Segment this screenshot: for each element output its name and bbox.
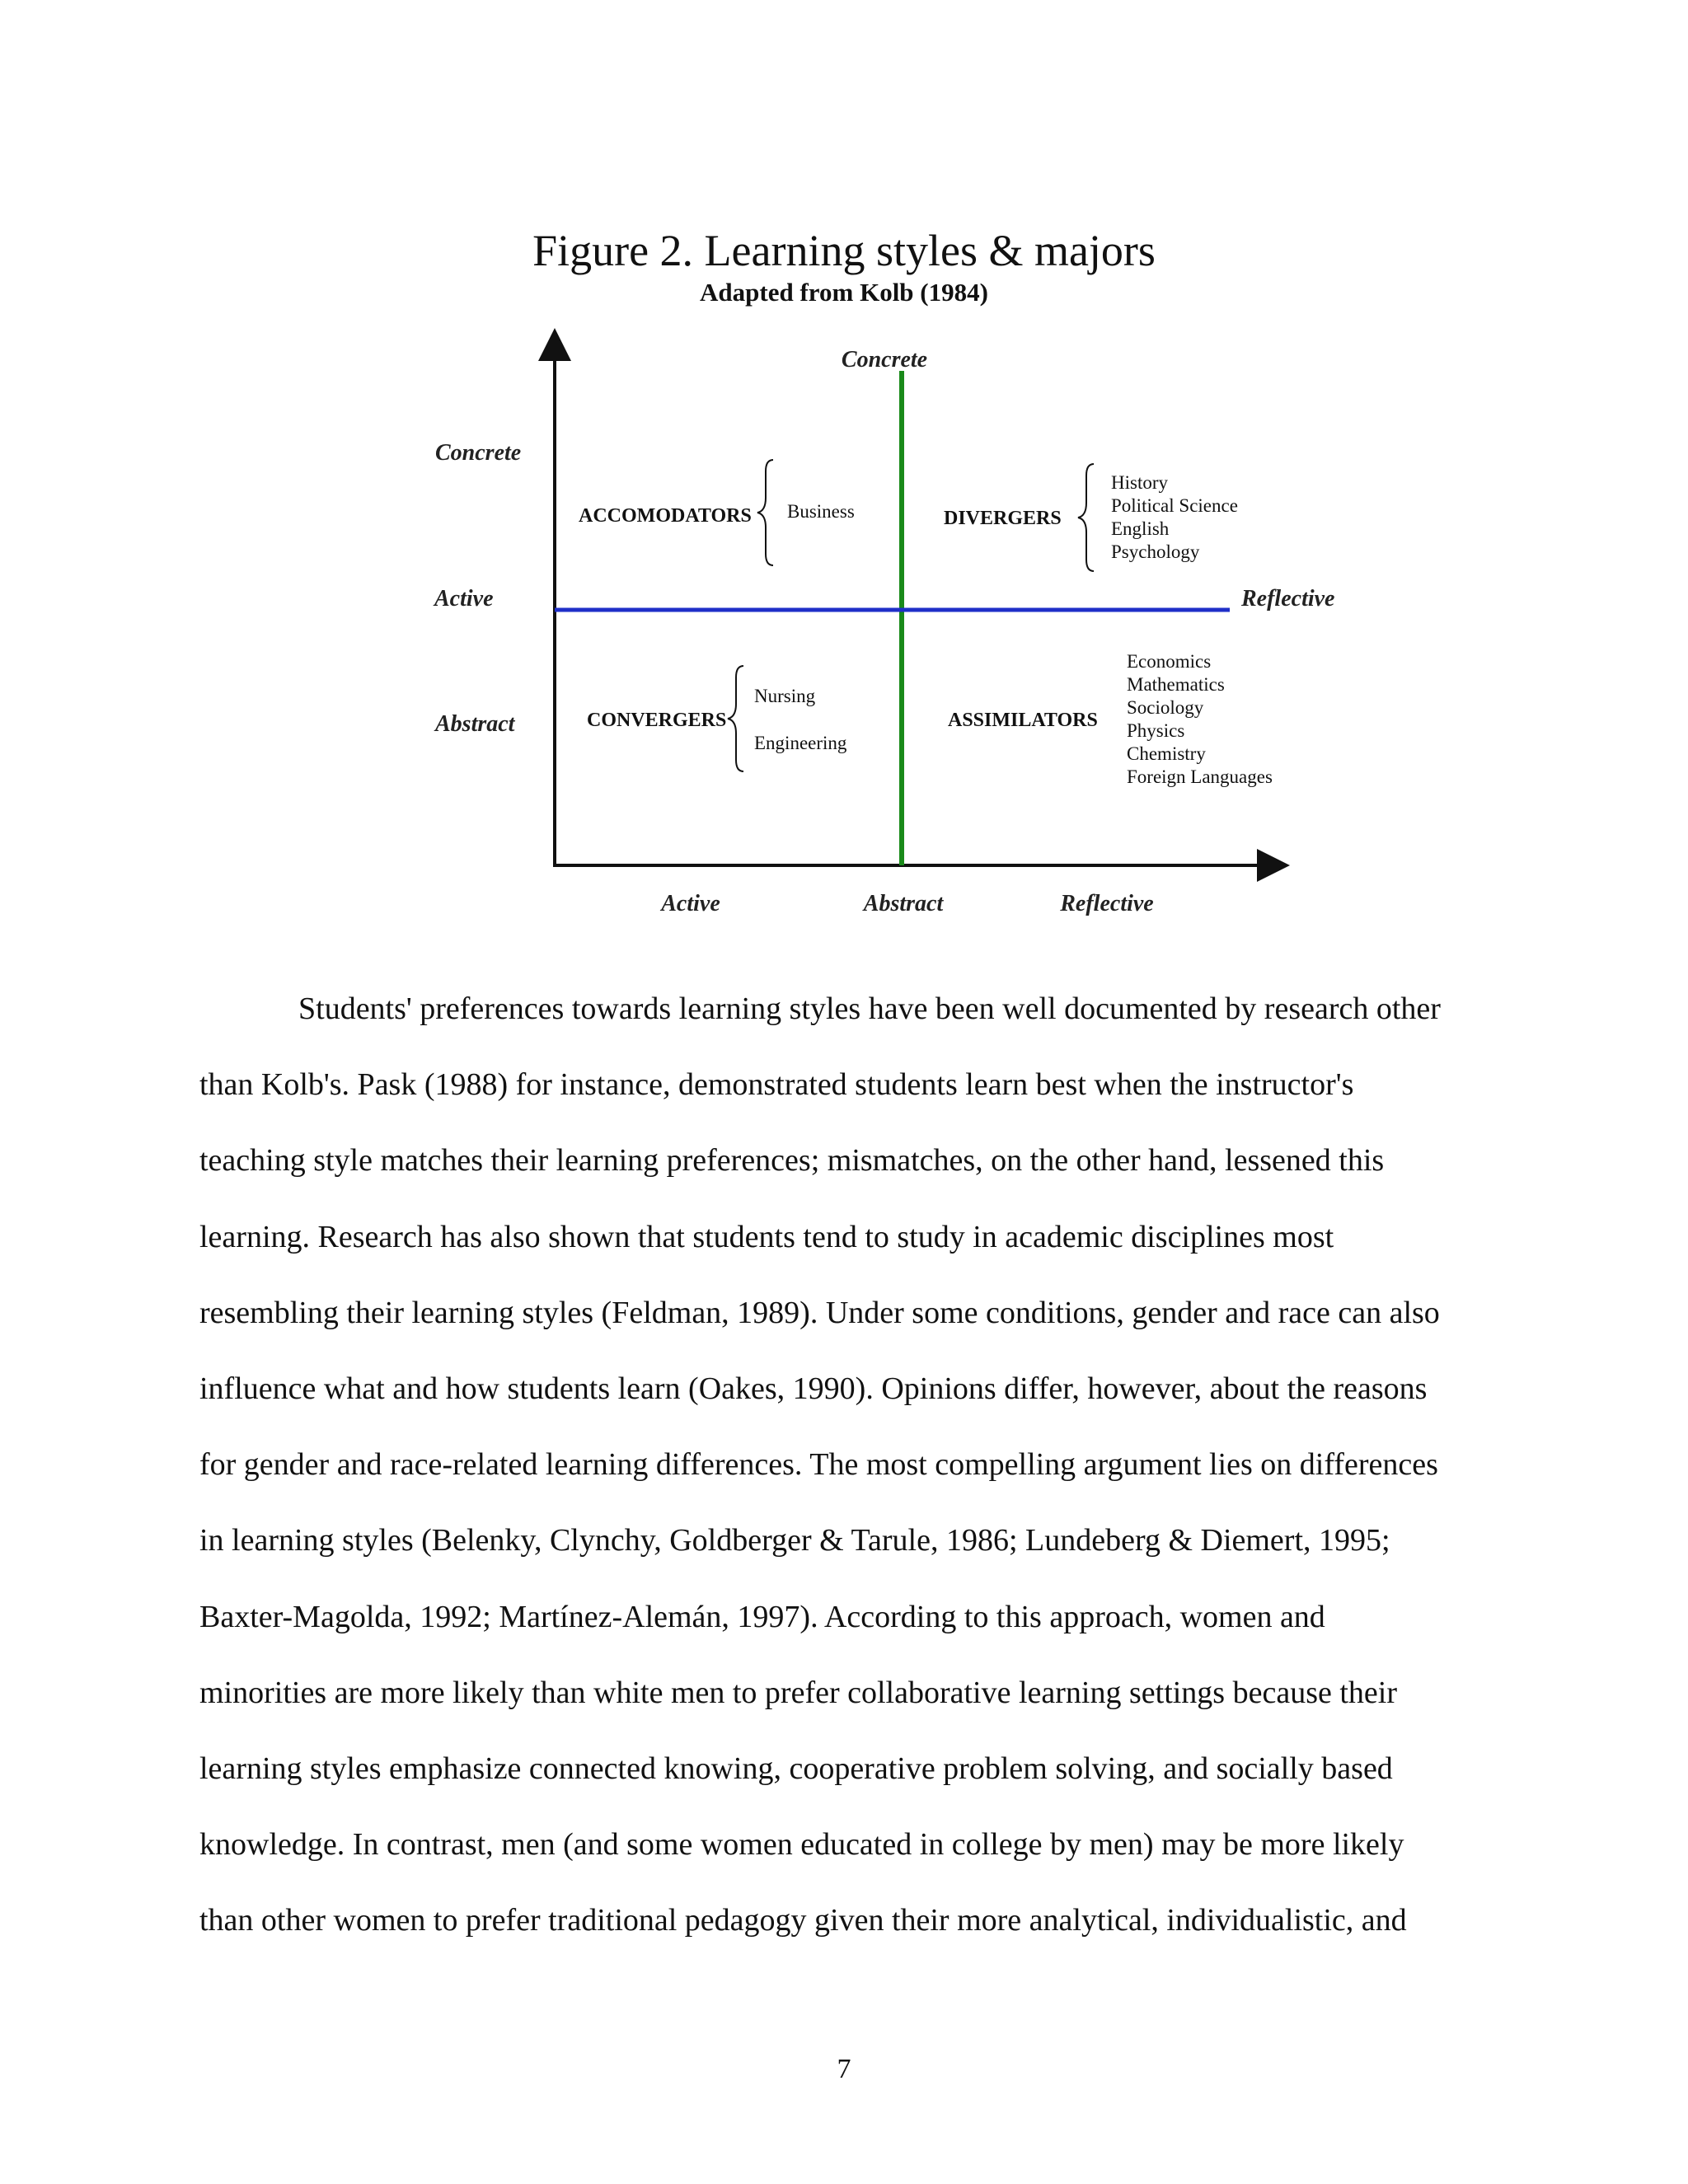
- brace-divergers: [1078, 464, 1094, 571]
- major-economics: Economics: [1127, 651, 1212, 672]
- axis-label-left-abstract: Abstract: [435, 711, 515, 737]
- paragraph-line: Baxter-Magolda, 1992; Martínez-Alemán, 1997). According to this approach, women and: [199, 1599, 1325, 1634]
- major-english: English: [1111, 518, 1170, 539]
- axis-label-right-reflective: Reflective: [1241, 586, 1335, 612]
- figure-subtitle: Adapted from Kolb (1984): [700, 278, 988, 307]
- axis-label-bottom-abstract: Abstract: [863, 891, 944, 916]
- axis-label-top-concrete: Concrete: [841, 347, 928, 373]
- figure-title: Figure 2. Learning styles & majors: [532, 226, 1156, 275]
- body-paragraph: [199, 971, 1493, 1959]
- major-foreign-languages: Foreign Languages: [1127, 766, 1273, 787]
- paragraph-line: teaching style matches their learning preferences; mismatches, on the other hand, lessened this: [199, 1143, 1385, 1179]
- quadrant-label-divergers: DIVERGERS: [944, 508, 1062, 529]
- axis-label-bottom-reflective: Reflective: [1060, 891, 1154, 916]
- paragraph-line: for gender and race-related learning differences. The most compelling argument lies on differences: [199, 1447, 1438, 1483]
- axis-label-left-concrete: Concrete: [435, 440, 522, 466]
- brace-accomodators: [757, 460, 773, 565]
- axis-label-left-active: Active: [434, 586, 494, 612]
- quadrant-label-assimilators: ASSIMILATORS: [948, 710, 1098, 731]
- major-engineering: Engineering: [754, 733, 847, 753]
- major-business: Business: [787, 501, 855, 522]
- major-psychology: Psychology: [1111, 541, 1200, 562]
- page-number: 7: [837, 2054, 851, 2084]
- major-history: History: [1111, 472, 1168, 493]
- paragraph-line: influence what and how students learn (Oakes, 1990). Opinions differ, however, about the reasons: [199, 1371, 1428, 1407]
- major-chemistry: Chemistry: [1127, 743, 1206, 764]
- paragraph-line: than other women to prefer traditional pedagogy given their more analytical, individualistic, and: [199, 1903, 1407, 1938]
- brace-convergers: [728, 666, 743, 771]
- paragraph-line: minorities are more likely than white men to prefer collaborative learning settings because their: [199, 1675, 1397, 1710]
- learning-styles-diagram: [0, 0, 1688, 956]
- axis-label-bottom-active: Active: [661, 891, 720, 916]
- paragraph-line: in learning styles (Belenky, Clynchy, Goldberger & Tarule, 1986; Lundeberg & Diemert, 1995;: [199, 1523, 1390, 1558]
- quadrant-label-convergers: CONVERGERS: [587, 710, 727, 731]
- major-nursing: Nursing: [754, 686, 816, 706]
- paragraph-line: learning styles emphasize connected knowing, cooperative problem solving, and socially based: [199, 1751, 1393, 1787]
- paragraph-line: learning. Research has also shown that students tend to study in academic disciplines most: [199, 1219, 1334, 1254]
- paragraph-line: knowledge. In contrast, men (and some women educated in college by men) may be more likely: [199, 1827, 1404, 1863]
- major-mathematics: Mathematics: [1127, 674, 1225, 695]
- quadrant-label-accomodators: ACCOMODATORS: [579, 505, 752, 527]
- major-physics: Physics: [1127, 720, 1185, 741]
- major-political-science: Political Science: [1111, 495, 1238, 516]
- paragraph-line: resembling their learning styles (Feldman, 1989). Under some conditions, gender and race can also: [199, 1295, 1440, 1330]
- paragraph-line: Students' preferences towards learning styles have been well documented by research other: [298, 991, 1441, 1026]
- paragraph-line: than Kolb's. Pask (1988) for instance, demonstrated students learn best when the instructor's: [199, 1067, 1354, 1103]
- major-sociology: Sociology: [1127, 697, 1204, 718]
